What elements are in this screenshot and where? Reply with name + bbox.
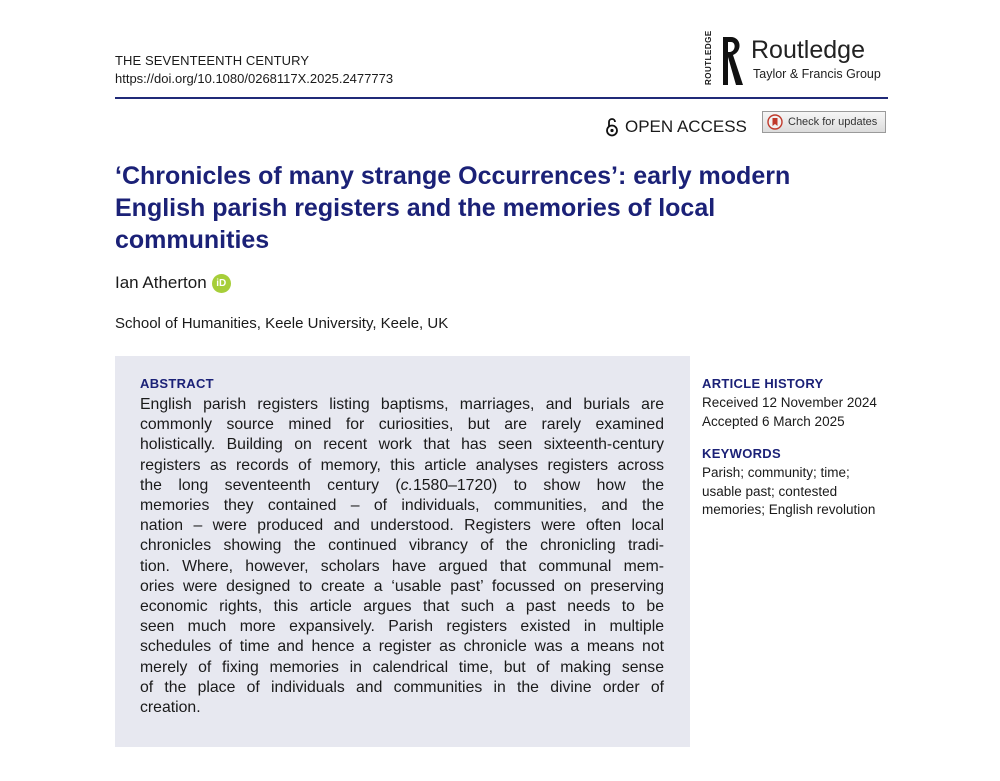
- logo-group: Taylor & Francis Group: [753, 67, 881, 81]
- abstract-fragment: the long seventeenth century (: [140, 476, 401, 494]
- publisher-logo[interactable]: [704, 30, 894, 91]
- abstract-line: registers as records of memory, this article analyses registers across: [140, 456, 664, 474]
- logo-vertical-text: ROUTLEDGE: [704, 30, 713, 85]
- abstract-line: merely of fixing memories in calendrical time, but of making sense: [140, 658, 664, 676]
- abstract-text: [140, 395, 664, 718]
- open-access-label: OPEN ACCESS: [625, 117, 747, 136]
- keyword-line: usable past; contested: [702, 483, 838, 499]
- keywords-list: [702, 464, 897, 520]
- received-date: Received 12 November 2024: [702, 395, 877, 410]
- logo-brand: Routledge: [751, 36, 865, 64]
- abstract-line: commonly source mined for curiosities, but are rarely examined: [140, 416, 664, 434]
- check-updates-label: Check for updates: [788, 116, 878, 128]
- abstract-line: seen much more expansively. Parish registers existed in multiple: [140, 618, 664, 636]
- bookmark-update-icon: [767, 114, 783, 130]
- abstract-line: ories were designed to create a ‘usable past’ focussed on preserving: [140, 577, 664, 595]
- orcid-icon[interactable]: iD: [212, 274, 231, 293]
- abstract-line: of the place of individuals and communities in the divine order of: [140, 678, 664, 696]
- abstract-line: creation.: [140, 699, 201, 717]
- abstract-line: schedules of time and hence a register as chronicle was a means not: [140, 638, 664, 656]
- abstract-line: English parish registers listing baptisms, marriages, and burials are: [140, 396, 664, 413]
- abstract-line: [140, 476, 664, 496]
- header-rule: [115, 97, 888, 99]
- abstract-line: memories they contained – of individuals, communities, and the: [140, 497, 664, 515]
- abstract-heading: ABSTRACT: [140, 376, 214, 391]
- affiliation: School of Humanities, Keele University, Keele, UK: [115, 315, 449, 332]
- abstract-line: holistically. Building on recent work that has seen sixteenth-century: [140, 436, 664, 454]
- abstract-fragment-italic: c.: [400, 476, 413, 494]
- open-access-badge: [605, 116, 747, 138]
- abstract-line: nation – were produced and understood. Registers were often local: [140, 517, 664, 535]
- accepted-date: Accepted 6 March 2025: [702, 413, 845, 429]
- article-history: [702, 394, 897, 431]
- keyword-line: Parish; community; time;: [702, 465, 850, 480]
- journal-name: THE SEVENTEENTH CENTURY: [115, 53, 310, 68]
- open-lock-icon: [605, 117, 619, 137]
- abstract-line: chronicles showing the continued vibrancy of the chronicling tradi-: [140, 537, 664, 555]
- article-history-heading: ARTICLE HISTORY: [702, 376, 824, 391]
- keywords-heading: KEYWORDS: [702, 446, 781, 461]
- doi-link[interactable]: https://doi.org/10.1080/0268117X.2025.2477773: [115, 71, 394, 86]
- author-line: [115, 273, 231, 293]
- abstract-fragment: 1580–1720) to show how the: [412, 476, 664, 494]
- check-updates-button[interactable]: [762, 111, 886, 133]
- routledge-r-icon: [719, 35, 747, 87]
- keyword-line: memories; English revolution: [702, 502, 876, 517]
- author-name[interactable]: Ian Atherton: [115, 273, 207, 292]
- abstract-line: tion. Where, however, scholars have argued that communal mem-: [140, 557, 664, 575]
- article-title: ‘Chronicles of many strange Occurrences’: early modern English parish registers and the memories of local communities: [115, 162, 791, 254]
- abstract-line: economic rights, this article argues that such a past needs to be: [140, 598, 664, 616]
